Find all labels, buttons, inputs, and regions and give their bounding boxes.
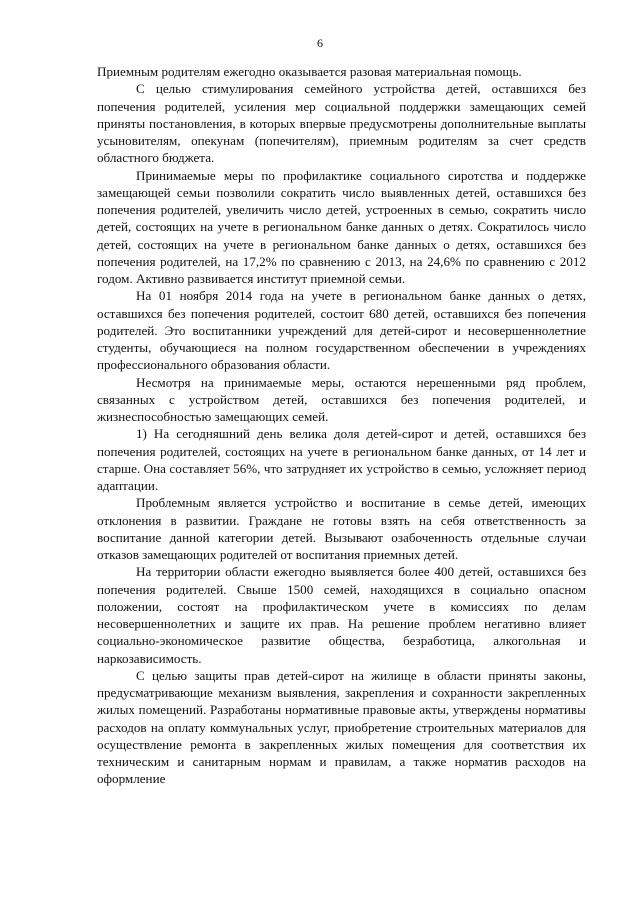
paragraph-housing-rights: С целью защиты прав детей-сирот на жилище в области приняты законы, предусматривающие механизм выявления, закрепления и сохранности закрепленных жилых помещений. Разработаны нормативные правовые акты, утверждены нормативы расходов на оплату коммунальных услуг, приобретение строительных материалов для осуществление ремонта в закрепленных жилых помещения для соответствия их техническим и санитарным нормам и правилам, а также норматив расходов на оформление bbox=[97, 667, 586, 787]
page-number: 6 bbox=[317, 36, 323, 50]
paragraph-unresolved-problems: Несмотря на принимаемые меры, остаются нерешенными ряд проблем, связанных с устройством детей, оставшихся без попечения родителей, и жизнеспособностью замещающих семей. bbox=[97, 374, 586, 424]
paragraph-family-placement-stimulation: С целью стимулирования семейного устройства детей, оставшихся без попечения родителей, усиления мер социальной поддержки замещающих семей приняты постановления, в которых впервые предусмотрены дополнительные выплаты усыновителям, опекунам (попечителям), приемным родителям за счет средств областного бюджета. bbox=[97, 81, 586, 166]
paragraph-regional-data-bank: На 01 ноября 2014 года на учете в региональном банке данных о детях, оставшихся без попечения родителей, состоит 680 детей, оставшихся без попечения родителей. Это воспитанники учреждений для детей-сирот и несовершеннолетние студенты, обучающиеся на полном государственном обеспечении в учреждениях профессионального образования области. bbox=[97, 288, 586, 373]
paragraph-material-aid: Приемным родителям ежегодно оказывается разовая материальная помощь. bbox=[97, 64, 522, 79]
paragraph-older-children-share: 1) На сегодняшний день велика доля детей-сирот и детей, оставшихся без попечения родителей, состоящих на учете в региональном банке данных, от 14 лет и старше. Она составляет 56%, что затрудняет их устройство в семью, усложняет период адаптации. bbox=[97, 426, 586, 493]
paragraph-prevention-results: Принимаемые меры по профилактике социального сиротства и поддержке замещающей семьи позволили сократить число выявленных детей, оставшихся без попечения родителей, увеличить число детей, устроенных в семью, сократить число детей, состоящих на учете в региональном банке данных о детях. Сократилось число детей, состоящих на учете в региональном банке данных о детях, оставшихся без попечения родителей, на 17,2% по сравнению с 2013, на 24,6% по сравнению с 2012 годом. Активно развивается институт приемной семьи. bbox=[97, 167, 586, 286]
paragraph-developmental-disabilities: Проблемным является устройство и воспитание в семье детей, имеющих отклонения в развитии. Граждане не готовы взять на себя ответственность за воспитание данной категории детей. Вызывают озабоченность отдельные случаи отказов замещающих родителей от воспитания приемных детей. bbox=[97, 495, 586, 562]
document-body bbox=[97, 63, 586, 788]
paragraph-annual-identification: На территории области ежегодно выявляется более 400 детей, оставшихся без попечения родителей. Свыше 1500 семей, находящихся в социально опасном положении, состоят на профилактическом учете в комиссиях по делам несовершеннолетних и защите их прав. На решение проблем негативно влияет социально-экономическое развитие общества, безработица, алкогольная и наркозависимость. bbox=[97, 564, 586, 666]
